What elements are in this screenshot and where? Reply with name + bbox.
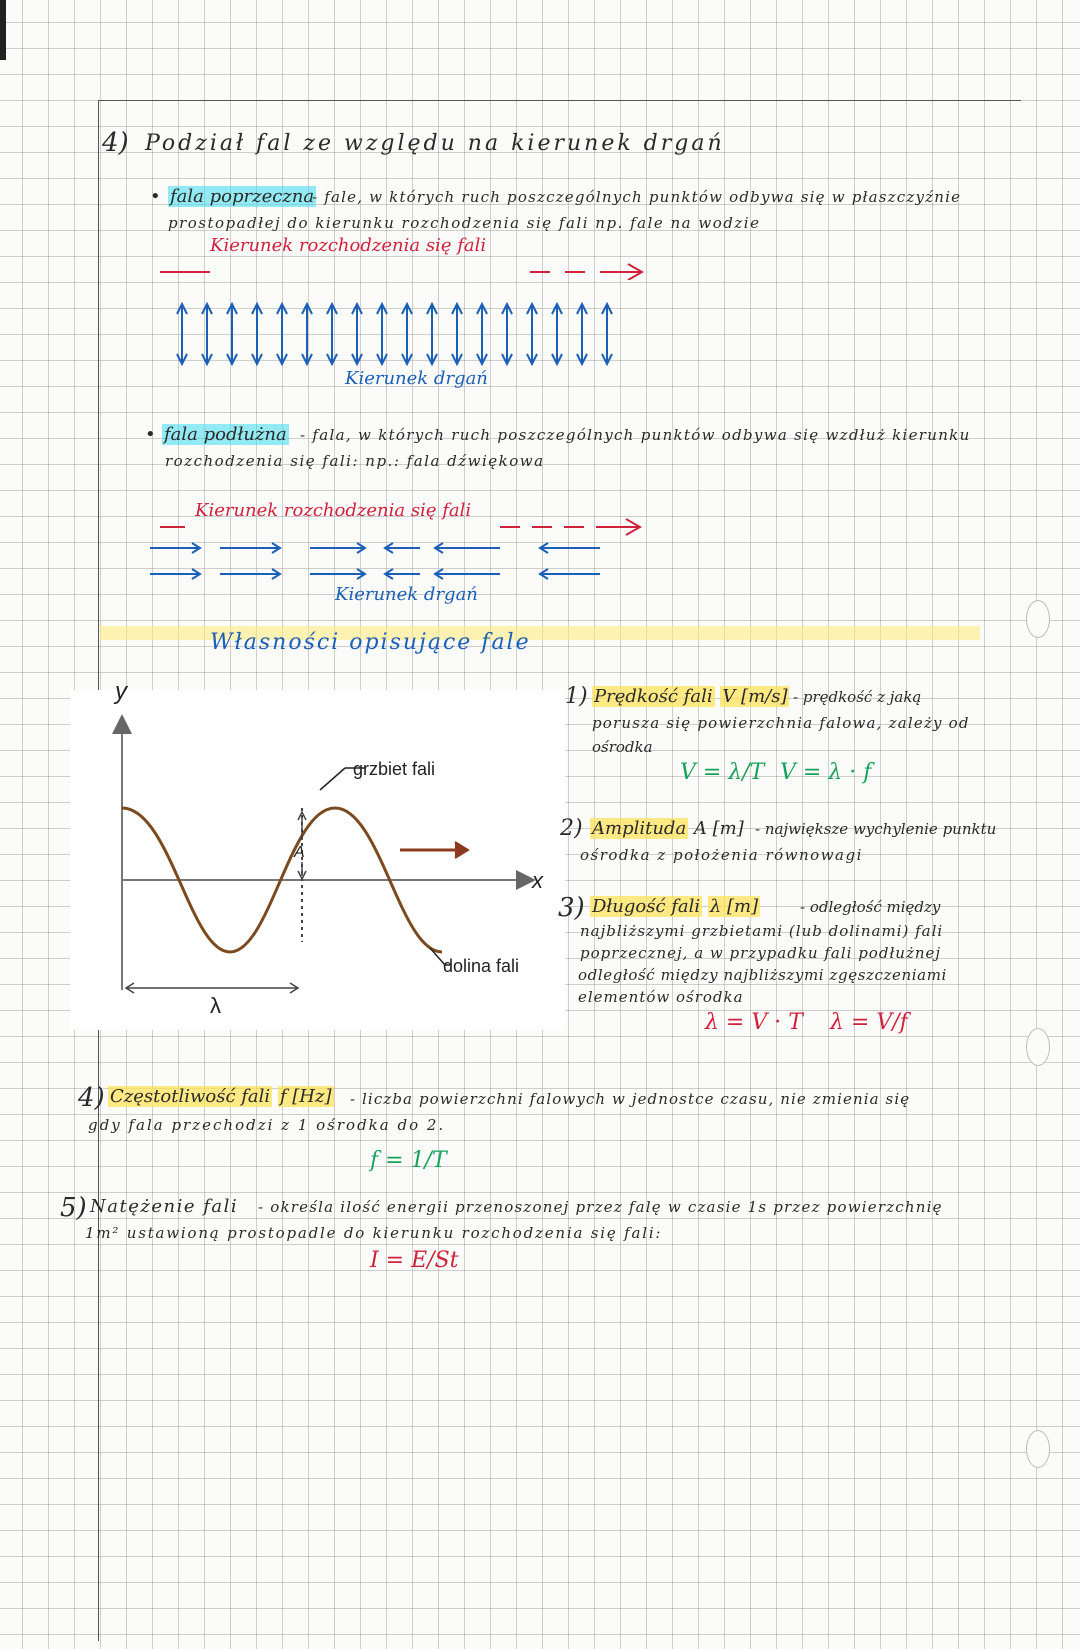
item-1-line-2: porusza się powierzchnia falowa, zależy od bbox=[592, 714, 970, 732]
oscillation-arrow bbox=[277, 304, 287, 364]
compression-arrow bbox=[540, 569, 600, 579]
oscillation-arrow bbox=[552, 304, 562, 364]
trough-label: dolina fali bbox=[443, 956, 520, 976]
transverse-oscillation-label: Kierunek drgań bbox=[345, 368, 488, 389]
oscillation-arrow bbox=[527, 304, 537, 364]
compression-arrow bbox=[310, 569, 365, 579]
oscillation-arrow bbox=[377, 304, 387, 364]
y-axis-label: y bbox=[115, 678, 127, 705]
item-4-line-2: gdy fala przechodzi z 1 ośrodka do 2. bbox=[88, 1116, 446, 1134]
longitudinal-oscillation-arrows bbox=[150, 538, 620, 588]
item-2-line-1: - największe wychylenie punktu bbox=[755, 820, 997, 838]
compression-arrow bbox=[540, 543, 600, 553]
item-2-title: Amplituda A [m] bbox=[592, 818, 744, 839]
item-3-line-1: - odległość między bbox=[800, 898, 941, 916]
amplitude-label: A bbox=[294, 844, 305, 861]
item-3-formula-2: λ = V/f bbox=[830, 1010, 908, 1035]
item-5-number: 5) bbox=[60, 1193, 87, 1223]
wave-diagram bbox=[70, 678, 565, 1030]
item-5-title: Natężenie fali bbox=[90, 1196, 239, 1217]
item-1-line-3: ośrodka bbox=[592, 738, 653, 756]
transverse-definition-2: prostopadłej do kierunku rozchodzenia się fali np. fale na wodzie bbox=[168, 214, 761, 232]
section-number: 4) bbox=[102, 128, 129, 158]
item-5-line-2: 1m² ustawioną prostopadle do kierunku rozchodzenia się fali: bbox=[85, 1224, 663, 1242]
transverse-term: fala poprzeczna bbox=[170, 186, 315, 207]
oscillation-arrow bbox=[477, 304, 487, 364]
item-2-number: 2) bbox=[560, 816, 583, 841]
transverse-definition-1: - fale, w których ruch poszczególnych punktów odbywa się w płaszczyźnie bbox=[312, 188, 962, 206]
oscillation-arrow bbox=[602, 304, 612, 364]
item-4-line-1: - liczba powierzchni falowych w jednostce czasu, nie zmienia się bbox=[350, 1090, 911, 1108]
binder-hole bbox=[1026, 600, 1050, 638]
transverse-propagation-arrow bbox=[160, 240, 660, 280]
oscillation-arrow bbox=[577, 304, 587, 364]
compression-arrow bbox=[310, 543, 365, 553]
binder-hole bbox=[1026, 1430, 1050, 1468]
oscillation-arrow bbox=[452, 304, 462, 364]
bullet: • bbox=[150, 186, 161, 207]
crest-leader bbox=[320, 768, 345, 790]
transverse-oscillation-arrows bbox=[170, 300, 640, 370]
item-3-line-3: poprzecznej, a w przypadku fali podłużnej bbox=[580, 944, 942, 962]
oscillation-arrow bbox=[202, 304, 212, 364]
item-4-formula: f = 1/T bbox=[370, 1148, 447, 1173]
item-1-formula-2: V = λ · f bbox=[780, 760, 872, 785]
item-3-formula-1: λ = V · T bbox=[705, 1010, 803, 1035]
oscillation-arrow bbox=[352, 304, 362, 364]
compression-arrow bbox=[150, 569, 200, 579]
oscillation-arrow bbox=[327, 304, 337, 364]
item-1-title: Prędkość fali V [m/s] bbox=[594, 686, 788, 707]
x-axis-label: x bbox=[532, 868, 543, 893]
oscillation-arrow bbox=[252, 304, 262, 364]
item-3-title: Długość fali λ [m] bbox=[592, 896, 759, 917]
item-1-number: 1) bbox=[565, 684, 588, 709]
item-4-number: 4) bbox=[78, 1083, 105, 1113]
compression-arrow bbox=[435, 543, 500, 553]
compression-arrow bbox=[150, 543, 200, 553]
oscillation-arrow bbox=[302, 304, 312, 364]
item-1-formula-1: V = λ/T bbox=[680, 760, 765, 785]
item-5-formula: I = E/St bbox=[370, 1248, 459, 1273]
item-3-line-2: najbliższymi grzbietami (lub dolinami) fali bbox=[580, 922, 944, 940]
longitudinal-term: fala podłużna bbox=[164, 424, 287, 445]
longitudinal-definition-2: rozchodzenia się fali: np.: fala dźwiękowa bbox=[165, 452, 545, 470]
item-2-line-2: ośrodka z położenia równowagi bbox=[580, 846, 863, 864]
binder-hole bbox=[1026, 1028, 1050, 1066]
item-4-title: Częstotliwość fali f [Hz] bbox=[110, 1086, 332, 1107]
longitudinal-definition-1: - fala, w których ruch poszczególnych punktów odbywa się wzdłuż kierunku bbox=[300, 426, 971, 444]
item-1-line-1: - prędkość z jaką bbox=[793, 688, 922, 706]
compression-arrow bbox=[385, 569, 420, 579]
item-3-line-5: elementów ośrodka bbox=[578, 988, 744, 1006]
wave-diagram-svg bbox=[70, 690, 565, 1030]
longitudinal-propagation-label: Kierunek rozchodzenia się fali bbox=[195, 500, 472, 521]
longitudinal-oscillation-label: Kierunek drgań bbox=[335, 584, 478, 605]
oscillation-arrow bbox=[402, 304, 412, 364]
compression-arrow bbox=[385, 543, 420, 553]
oscillation-arrow bbox=[227, 304, 237, 364]
compression-arrow bbox=[220, 569, 280, 579]
bullet: • bbox=[145, 424, 156, 445]
oscillation-arrow bbox=[502, 304, 512, 364]
item-3-line-4: odległość między najbliższymi zgęszczeniami bbox=[578, 966, 947, 984]
wavelength-label: λ bbox=[210, 993, 221, 1018]
compression-arrow bbox=[435, 569, 500, 579]
page-edge bbox=[0, 0, 6, 60]
compression-arrow bbox=[220, 543, 280, 553]
oscillation-arrow bbox=[177, 304, 187, 364]
oscillation-arrow bbox=[427, 304, 437, 364]
crest-label: grzbiet fali bbox=[353, 759, 436, 779]
properties-title: Własności opisujące fale bbox=[210, 630, 531, 655]
transverse-propagation-label: Kierunek rozchodzenia się fali bbox=[210, 235, 487, 256]
item-3-number: 3) bbox=[558, 893, 585, 923]
item-5-line-1: - określa ilość energii przenoszonej przez falę w czasie 1s przez powierzchnię bbox=[258, 1198, 943, 1216]
section-title: Podział fal ze względu na kierunek drgań bbox=[145, 131, 725, 156]
